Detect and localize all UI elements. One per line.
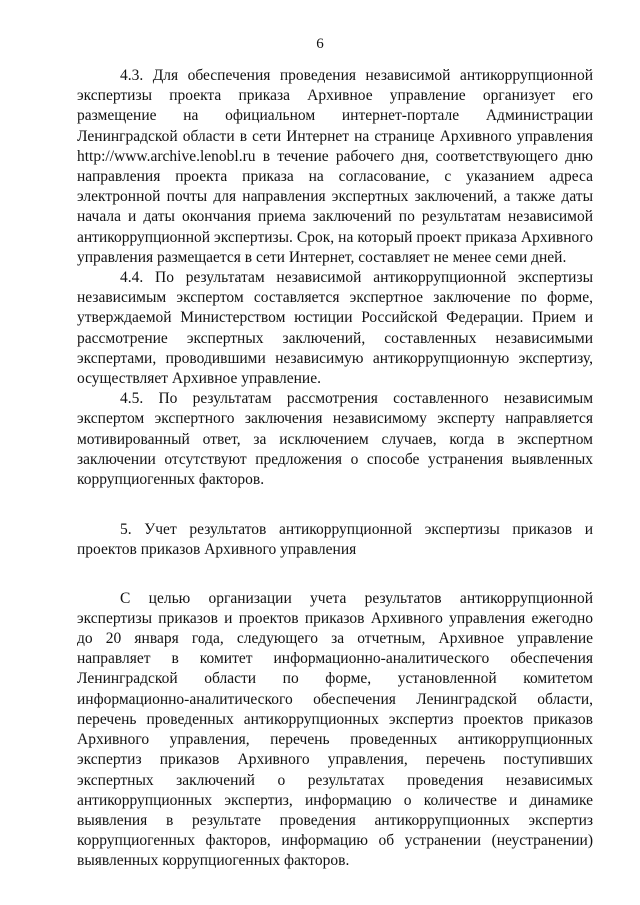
document-body	[77, 66, 593, 872]
paragraph-4-3: 4.3. Для обеспечения проведения независимой антикоррупционной экспертизы проекта приказа Архивное управление организует его размещение на официальном интернет-портале Администрации Ленинградской области в сети Интернет на странице Архивного управления http://www.archive.lenobl.ru в течение рабочего дня, соответствующего дню направления проекта приказа на согласование, с указанием адреса электронной почты для направления экспертных заключений, а также даты начала и даты окончания приема заключений по результатам независимой антикоррупционной экспертизы. Срок, на который проект приказа Архивного управления размещается в сети Интернет, составляет не менее семи дней.	[77, 67, 593, 266]
section-5-heading: 5. Учет результатов антикоррупционной экспертизы приказов и проектов приказов Архивного управления	[77, 521, 593, 559]
spacer	[77, 561, 593, 589]
spacer	[77, 490, 593, 520]
paragraph-5-body: С целью организации учета результатов антикоррупционной экспертизы приказов и проектов приказов Архивного управления ежегодно до 20 января года, следующего за отчетным, Архивное управление направляет в комитет информационно-аналитического обеспечения Ленинградской области по форме, установленной комитетом информационно-аналитического обеспечения Ленинградской области, перечень проведенных антикоррупционных экспертиз проектов приказов Архивного управления, перечень проведенных антикоррупционных экспертиз приказов Архивного управления, перечень поступивших экспертных заключений о результатах проведения независимых антикоррупционных экспертиз, информацию о количестве и динамике выявления в результате проведения антикоррупционных экспертиз коррупциогенных факторов, информацию об устранении (неустранении) выявленных коррупциогенных факторов.	[77, 589, 593, 870]
paragraph-4-5: 4.5. По результатам рассмотрения составленного независимым экспертом экспертного заключения независимому эксперту направляется мотивированный ответ, за исключением случаев, когда в экспертном заключении отсутствуют предложения о способе устранения выявленных коррупциогенных факторов.	[77, 390, 593, 489]
paragraph-4-4: 4.4. По результатам независимой антикоррупционной экспертизы независимым экспертом составляется экспертное заключение по форме, утверждаемой Министерством юстиции Российской Федерации. Прием и рассмотрение экспертных заключений, составленных независимыми экспертами, проводившими независимую антикоррупционную экспертизу, осуществляет Архивное управление.	[77, 269, 593, 388]
page-number: 6	[316, 36, 324, 52]
